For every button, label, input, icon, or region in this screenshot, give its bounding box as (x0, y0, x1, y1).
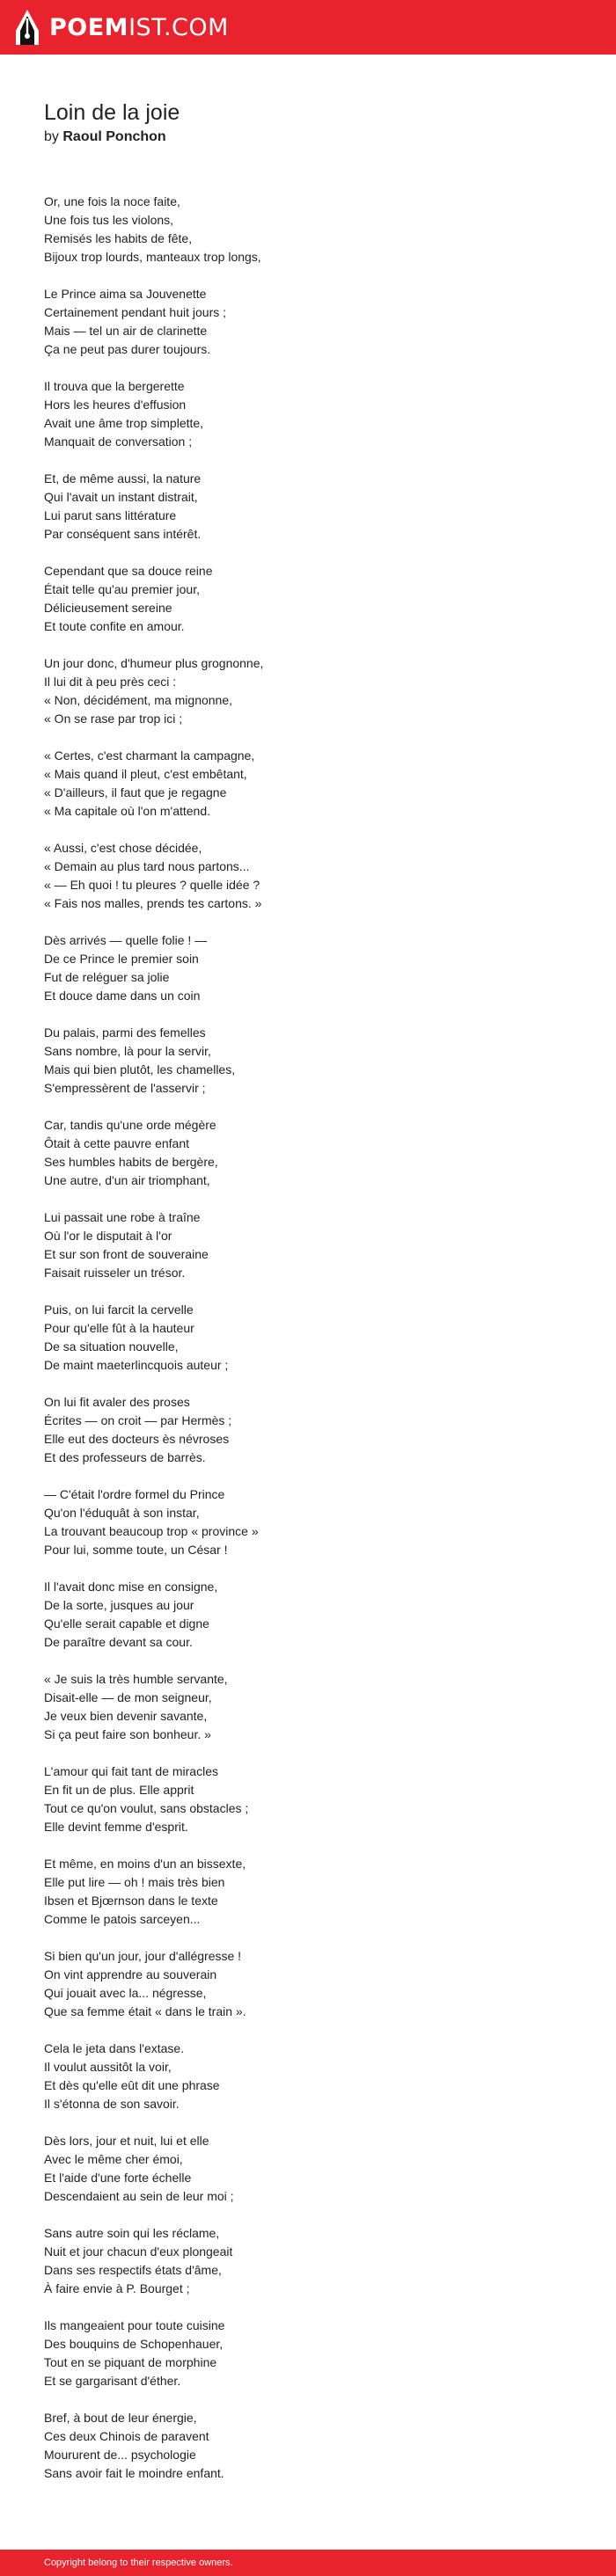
poem-line: Ibsen et Bjœrnson dans le texte (44, 1894, 218, 1908)
poem-line: Si ça peut faire son bonheur. » (44, 1727, 211, 1741)
byline-prefix: by (44, 129, 59, 144)
poem-line: Manquait de conversation ; (44, 434, 193, 449)
stanza (44, 1762, 572, 1836)
poem-line: « Mais quand il pleut, c'est embêtant, (44, 767, 247, 781)
stanza (44, 1670, 572, 1744)
poem-line: Où l'or le disputait à l'or (44, 1229, 172, 1243)
poem-line: Mais qui bien plutôt, les chamelles, (44, 1062, 236, 1076)
poem-line: Il trouva que la bergerette (44, 379, 185, 393)
poem-line: À faire envie à P. Bourget ; (44, 2281, 190, 2295)
poem-line: Elle put lire — oh ! mais très bien (44, 1875, 225, 1889)
poem-line: Avec le même cher émoi, (44, 2152, 183, 2166)
poem-line: Disait-elle — de mon seigneur, (44, 1690, 212, 1704)
poem-line: On lui fit avaler des proses (44, 1395, 190, 1409)
poem-line: Un jour donc, d'humeur plus grognonne, (44, 656, 264, 670)
poem-line: Qu'elle serait capable et digne (44, 1616, 209, 1631)
poem-line: Pour lui, somme toute, un César ! (44, 1543, 228, 1557)
stanza (44, 1485, 572, 1559)
poem-line: Et des professeurs de barrès. (44, 1450, 206, 1464)
poem-line: « D'ailleurs, il faut que je regagne (44, 785, 227, 799)
poem-line: « Non, décidément, ma mignonne, (44, 693, 233, 707)
poem-line: Il voulut aussitôt la voir, (44, 2060, 172, 2074)
poem-line: Comme le patois sarceyen... (44, 1912, 201, 1926)
site-header (0, 0, 616, 55)
poem-line: Et l'aide d'une forte échelle (44, 2171, 192, 2185)
poem-line: Si bien qu'un jour, jour d'allégresse ! (44, 1949, 242, 1963)
poem-line: « Je suis la très humble servante, (44, 1672, 228, 1686)
poem-line: Qui l'avait un instant distrait, (44, 490, 198, 504)
poem-line: « — Eh quoi ! tu pleures ? quelle idée ? (44, 878, 260, 892)
stanza (44, 1116, 572, 1190)
stanza (44, 1024, 572, 1098)
poem-line: Dès lors, jour et nuit, lui et elle (44, 2134, 209, 2148)
poem-line: Et toute confite en amour. (44, 619, 185, 633)
stanza (44, 377, 572, 451)
poem-line: Et dès qu'elle eût dit une phrase (44, 2078, 220, 2092)
poem-line: Ils mangeaient pour toute cuisine (44, 2318, 225, 2332)
poem-line: Écrites — on croit — par Hermès ; (44, 1413, 232, 1427)
poem-byline (44, 128, 180, 146)
poem-line: Nuit et jour chacun d'eux plongeait (44, 2244, 233, 2259)
stanza (44, 2224, 572, 2298)
poem-line: De paraître devant sa cour. (44, 1635, 193, 1649)
poem-line: En fit un de plus. Elle apprit (44, 1783, 194, 1797)
poem-line: Lui parut sans littérature (44, 508, 177, 522)
stanza (44, 1578, 572, 1652)
poem-line: Dans ses respectifs états d'âme, (44, 2263, 222, 2277)
poem-line: « Fais nos malles, prends tes cartons. » (44, 896, 262, 910)
author-link[interactable]: Raoul Ponchon (62, 129, 166, 144)
poem-line: Et se gargarisant d'éther. (44, 2374, 181, 2388)
poem-line: Pour qu'elle fût à la hauteur (44, 1321, 194, 1335)
poem-line: « Aussi, c'est chose décidée, (44, 841, 202, 855)
copyright-notice: Copyright belong to their respective owners. (44, 2558, 233, 2568)
poem-line: Des bouquins de Schopenhauer, (44, 2337, 224, 2351)
poem-line: Il l'avait donc mise en consigne, (44, 1580, 218, 1594)
poem-line: Le Prince aima sa Jouvenette (44, 287, 207, 301)
poem-line: Lui passait une robe à traîne (44, 1210, 201, 1224)
poem-line: Bijoux trop lourds, manteaux trop longs, (44, 250, 261, 264)
poem-line: Et douce dame dans un coin (44, 989, 201, 1003)
poem-line: Par conséquent sans intérêt. (44, 527, 202, 541)
poem-line: Une fois tus les violons, (44, 213, 174, 227)
poem-line: Qui jouait avec la... négresse, (44, 1986, 207, 2000)
poem-line: Fut de reléguer sa jolie (44, 970, 170, 984)
poem-line: Descendaient au sein de leur moi ; (44, 2189, 234, 2203)
poem-line: Ôtait à cette pauvre enfant (44, 1136, 189, 1150)
stanza (44, 1947, 572, 2021)
poem-line: « Ma capitale où l'on m'attend. (44, 804, 211, 818)
poem-line: Délicieusement sereine (44, 601, 172, 615)
stanza (44, 470, 572, 544)
poem-line: Puis, on lui farcit la cervelle (44, 1303, 194, 1317)
poem-line: De la sorte, jusques au jour (44, 1598, 194, 1612)
stanza (44, 1301, 572, 1375)
poem-line: Une autre, d'un air triomphant, (44, 1173, 210, 1187)
poem-line: La trouvant beaucoup trop « province » (44, 1524, 259, 1538)
stanza (44, 931, 572, 1005)
poem-line: De ce Prince le premier soin (44, 952, 199, 966)
poem-line: De maint maeterlincquois auteur ; (44, 1358, 229, 1372)
poem-line: Faisait ruisseler un trésor. (44, 1266, 186, 1280)
poem-line: Car, tandis qu'une orde mégère (44, 1118, 216, 1132)
poem-line: Il s'étonna de son savoir. (44, 2097, 180, 2111)
poem-line: « Certes, c'est charmant la campagne, (44, 748, 255, 763)
stanza (44, 2409, 572, 2483)
stanza (44, 562, 572, 636)
poem-body (44, 193, 572, 2501)
poem-line: Était telle qu'au premier jour, (44, 582, 200, 596)
poem-line: Ses humbles habits de bergère, (44, 1155, 218, 1169)
poem-line: Mais — tel un air de clarinette (44, 324, 208, 338)
stanza (44, 285, 572, 359)
poem-line: Qu'on l'éduquât à son instar, (44, 1506, 200, 1520)
poem-line: Sans avoir fait le moindre enfant. (44, 2466, 224, 2480)
poem-line: Elle eut des docteurs ès névroses (44, 1432, 230, 1446)
stanza (44, 1393, 572, 1467)
poem-line: De sa situation nouvelle, (44, 1339, 179, 1354)
poem-line: Elle devint femme d'esprit. (44, 1820, 188, 1834)
stanza (44, 1855, 572, 1929)
poem-line: Sans nombre, là pour la servir, (44, 1044, 211, 1058)
poem-line: Et même, en moins d'un an bissexte, (44, 1857, 246, 1871)
site-logo[interactable] (16, 10, 229, 45)
poem-line: Or, une fois la noce faite, (44, 194, 180, 208)
poem-line: Moururent de... psychologie (44, 2448, 196, 2462)
stanza (44, 839, 572, 913)
stanza (44, 193, 572, 266)
poem-line: S'empressèrent de l'asservir ; (44, 1081, 206, 1095)
poem-line: Tout en se piquant de morphine (44, 2355, 217, 2369)
poem-line: Je veux bien devenir savante, (44, 1709, 208, 1723)
stanza (44, 2317, 572, 2390)
poem-line: Il lui dit à peu près ceci : (44, 675, 177, 689)
poem-line: Cependant que sa douce reine (44, 564, 213, 578)
poem-line: Ces deux Chinois de paravent (44, 2429, 209, 2443)
stanza (44, 1208, 572, 1282)
poem-line: Dès arrivés — quelle folie ! — (44, 933, 208, 947)
poem-line: Sans autre soin qui les réclame, (44, 2226, 220, 2240)
stanza (44, 654, 572, 728)
poem-line: Cela le jeta dans l'extase. (44, 2041, 185, 2055)
poem-line: Tout ce qu'on voulut, sans obstacles ; (44, 1801, 249, 1815)
poem-line: On vint apprendre au souverain (44, 1967, 217, 1981)
site-footer (0, 2550, 616, 2576)
logo-text-light: IST.COM (128, 13, 229, 41)
poem-title: Loin de la joie (44, 100, 180, 125)
stanza (44, 2040, 572, 2113)
poem-header (44, 99, 180, 146)
poem-line: Du palais, parmi des femelles (44, 1025, 206, 1040)
poem-line: « Demain au plus tard nous partons... (44, 859, 250, 873)
poem-line: L'amour qui fait tant de miracles (44, 1764, 218, 1778)
poem-line: « On se rase par trop ici ; (44, 712, 183, 726)
stanza (44, 747, 572, 821)
poem-line: Hors les heures d'effusion (44, 398, 187, 412)
poem-line: Avait une âme trop simplette, (44, 416, 204, 430)
poem-line: Et, de même aussi, la nature (44, 471, 202, 485)
stanza (44, 2132, 572, 2206)
poem-line: Bref, à bout de leur énergie, (44, 2411, 197, 2425)
poem-line: Que sa femme était « dans le train ». (44, 2004, 246, 2018)
logo-text-bold: POEM (49, 13, 129, 41)
poem-line: Certainement pendant huit jours ; (44, 305, 227, 319)
poem-line: — C'était l'ordre formel du Prince (44, 1487, 225, 1501)
poem-line: Et sur son front de souveraine (44, 1247, 209, 1261)
pen-nib-icon (16, 10, 39, 45)
poem-line: Ça ne peut pas durer toujours. (44, 342, 211, 356)
poem-line: Remisés les habits de fête, (44, 231, 193, 245)
site-logo-text (49, 13, 229, 41)
